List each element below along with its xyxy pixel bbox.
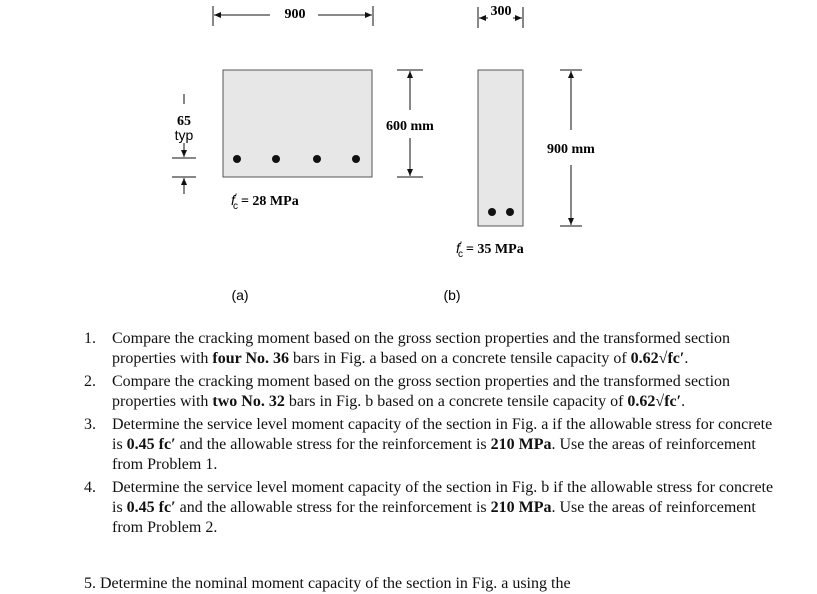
cut-off-problem-line: 5. Determine the nominal moment capacity of the section in Fig. a using the <box>84 575 571 592</box>
fig-a-cover-typ-label: typ <box>174 127 194 143</box>
fig-b-depth-label: 900 mm <box>547 142 595 157</box>
problem-item: 4. Determine the service level moment capacity of the section in Fig. b if the allowable stress for concrete is 0.45 fc′ and the allowable stress for the reinforcement is 210 MPa. Use the areas of reinforcement from Problem 2. <box>84 479 774 536</box>
problem-item: 1. Compare the cracking moment based on the gross section properties and the transformed section properties with four No. 36 bars in Fig. a based on a concrete tensile capacity of 0.62√fc′. <box>84 330 731 367</box>
problem-number: 2. <box>84 373 96 390</box>
fig-b-fc-label: f′ c = 35 MPa <box>456 240 524 260</box>
fig-a-rebar <box>233 155 241 163</box>
problem-list <box>84 329 784 541</box>
fig-b-rebar <box>506 208 514 216</box>
fig-a-depth-label: 600 mm <box>386 119 434 134</box>
problem-item: 3. Determine the service level moment capacity of the section in Fig. a if the allowable stress for concrete is 0.45 fc′ and the allowable stress for the reinforcement is 210 MPa. Use the areas of reinforcement from Problem 1. <box>84 416 773 473</box>
fc-symbol: f <box>456 240 460 256</box>
problem-item: 2. Compare the cracking moment based on the gross section properties and the transformed section properties with two No. 32 bars in Fig. b based on a concrete tensile capacity of 0.62√fc′. <box>84 373 731 410</box>
figure-b <box>443 4 595 303</box>
fig-a-beam-section <box>223 70 372 177</box>
problem-number: 4. <box>84 479 96 496</box>
fig-a-caption: (a) <box>231 287 249 303</box>
problem-number: 1. <box>84 330 96 347</box>
fig-b-width-label: 300 <box>490 4 512 19</box>
fig-a-fc-label: f′ c = 28 MPa <box>231 192 299 212</box>
fig-b-rebar <box>488 208 496 216</box>
problem-number: 3. <box>84 416 96 433</box>
fig-b-beam-section <box>478 70 523 226</box>
figure-a <box>172 6 434 303</box>
fig-a-rebar <box>272 155 280 163</box>
fig-a-rebar <box>313 155 321 163</box>
fig-a-width-label: 900 <box>284 7 306 22</box>
fig-a-rebar <box>352 155 360 163</box>
fc-symbol: f <box>231 192 235 208</box>
fig-a-cover-label: 65 <box>177 114 191 129</box>
fig-b-caption: (b) <box>443 287 461 303</box>
